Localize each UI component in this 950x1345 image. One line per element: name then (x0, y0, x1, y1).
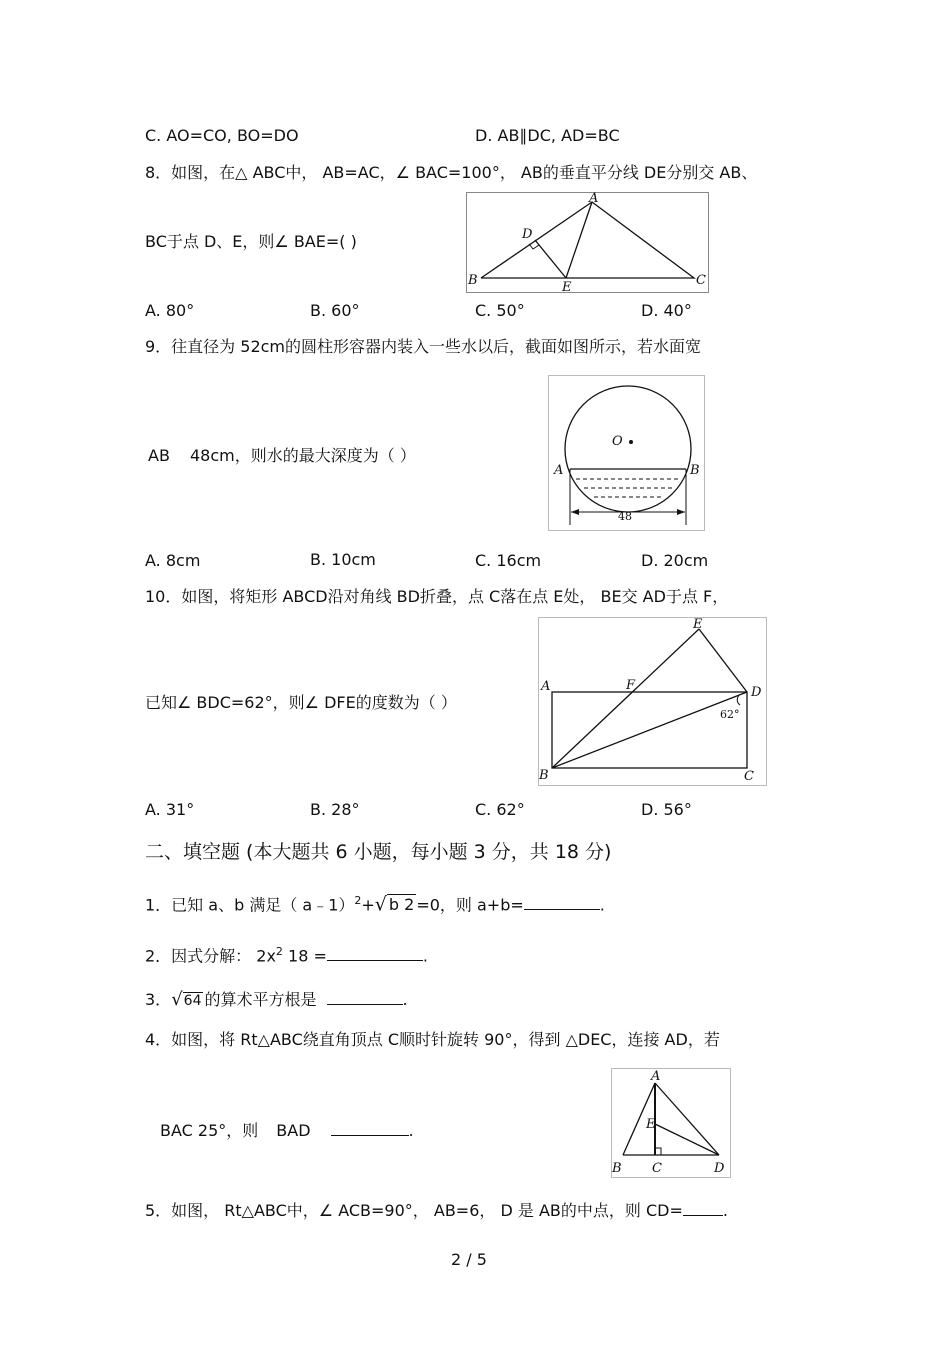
fill-q4-label-a: A (651, 1069, 661, 1084)
q8-option-c: C. 50° (475, 301, 525, 320)
q9-option-c: C. 16cm (475, 551, 542, 570)
fill-q5-text: 5．如图， Rt△ABC中，∠ ACB=90°， AB=6， D 是 AB的中点，则 CD= (145, 1201, 683, 1220)
fill-q1-text: 1．已知 a、b 满足（ a﹣1） (145, 895, 355, 915)
fill-q1-text-2: =0，则 a+b= (416, 895, 524, 915)
q7-option-d: D. AB∥DC, AD=BC (475, 126, 620, 145)
fill-q2-blank[interactable] (327, 946, 423, 961)
fill-q4-label-e: E (646, 1117, 656, 1132)
q8-figure (466, 192, 709, 293)
fill-q3-radicand: 64 (183, 993, 202, 1009)
q7-option-c: C. AO=CO, BO=DO (145, 126, 299, 145)
q9-option-b: B. 10cm (310, 550, 376, 569)
fill-q4-line2 (160, 1121, 414, 1139)
q9-stem: 9．往直径为 52cm的圆柱形容器内装入一些水以后，截面如图所示，若水面宽 (145, 337, 702, 356)
fill-q4-bad: BAD (276, 1121, 311, 1140)
section-title: 二、填空题 (本大题共 6 小题，每小题 3 分，共 18 分) (145, 841, 612, 863)
q9-label-b: B (690, 463, 700, 478)
fill-q4-bac: BAC 25°，则 (160, 1121, 259, 1140)
fill-q4-blank[interactable] (331, 1121, 409, 1136)
q10-label-a: A (541, 679, 551, 694)
q10-label-d: D (751, 685, 762, 700)
q10-angle-label: 62° (720, 708, 740, 721)
fill-q3-blank[interactable] (327, 990, 403, 1005)
fill-q2-end: . (422, 946, 428, 966)
q8-label-d: D (522, 227, 533, 242)
fill-q5-blank[interactable] (683, 1201, 723, 1216)
q8-label-b: B (468, 273, 478, 288)
q10-option-b: B. 28° (310, 800, 360, 819)
q9-stem-line2: 48cm，则水的最大深度为（ ） (190, 446, 416, 465)
q10-label-e: E (693, 617, 703, 632)
q10-option-d: D. 56° (641, 800, 692, 819)
q10-stem: 10．如图，将矩形 ABCD沿对角线 BD折叠，点 C落在点 E处， BE交 AD于点 F， (145, 587, 729, 606)
q8-option-d: D. 40° (641, 301, 692, 320)
q9-stem-ab: AB (148, 446, 170, 465)
q8-option-b: B. 60° (310, 301, 360, 320)
q10-label-f: F (626, 678, 636, 693)
q9-option-d: D. 20cm (641, 551, 709, 570)
q8-label-a: A (589, 192, 599, 206)
q9-label-a: A (554, 463, 564, 478)
fill-q1-blank[interactable] (524, 895, 600, 910)
q9-figure (548, 375, 705, 531)
fill-q3-text: 的算术平方根是 (204, 990, 317, 1009)
q10-stem-line2: 已知∠ BDC=62°，则∠ DFE的度数为（ ） (145, 693, 457, 712)
fill-q4-label-b: B (612, 1161, 622, 1176)
q9-label-o: O (612, 434, 623, 449)
q8-stem: 8．如图，在△ ABC中， AB=AC，∠ BAC=100°， AB的垂直平分线 DE分别交 AB、 (145, 163, 758, 182)
fill-q2-exponent: 2 (275, 945, 283, 958)
q8-option-a: A. 80° (145, 301, 195, 320)
q9-label-width: 48 (618, 510, 632, 523)
fill-q1 (145, 895, 605, 914)
fill-q1-end: . (599, 895, 605, 915)
fill-q4-end: . (408, 1121, 414, 1140)
q8-stem-line2: BC于点 D、E，则∠ BAE=( ) (145, 232, 357, 251)
fill-q5-end: . (722, 1201, 728, 1220)
q10-label-b: B (539, 768, 549, 783)
fill-q2-text-2: 18 = (282, 946, 327, 966)
fill-q5 (145, 1201, 728, 1219)
fill-q2-text: 2．因式分解： 2x (145, 946, 276, 966)
fill-q1-radicand: b 2 (388, 895, 415, 915)
fill-q4-label-c: C (652, 1161, 662, 1176)
q10-option-a: A. 31° (145, 800, 195, 819)
fill-q3: 3．√64 的算术平方根是 . (145, 989, 408, 1010)
q8-label-e: E (562, 280, 572, 293)
q9-option-a: A. 8cm (145, 551, 201, 570)
page-number: 2 / 5 (451, 1250, 487, 1269)
sqrt-icon: √ (374, 893, 387, 916)
fill-q3-end: . (402, 990, 408, 1009)
fill-q1-plus: + (361, 895, 375, 915)
fill-q4-label-d: D (714, 1161, 725, 1176)
sqrt-icon: √ (171, 989, 183, 1010)
fill-q2 (145, 946, 428, 964)
fill-q4-stem: 4．如图，将 Rt△ABC绕直角顶点 C顺时针旋转 90°，得到 △DEC，连接 AD，若 (145, 1030, 720, 1049)
fill-q4-figure (611, 1068, 731, 1178)
q10-figure (538, 617, 767, 786)
q10-option-c: C. 62° (475, 800, 525, 819)
q8-label-c: C (696, 273, 706, 288)
q10-label-c: C (744, 769, 754, 784)
fill-q1-exponent: 2 (354, 894, 362, 907)
